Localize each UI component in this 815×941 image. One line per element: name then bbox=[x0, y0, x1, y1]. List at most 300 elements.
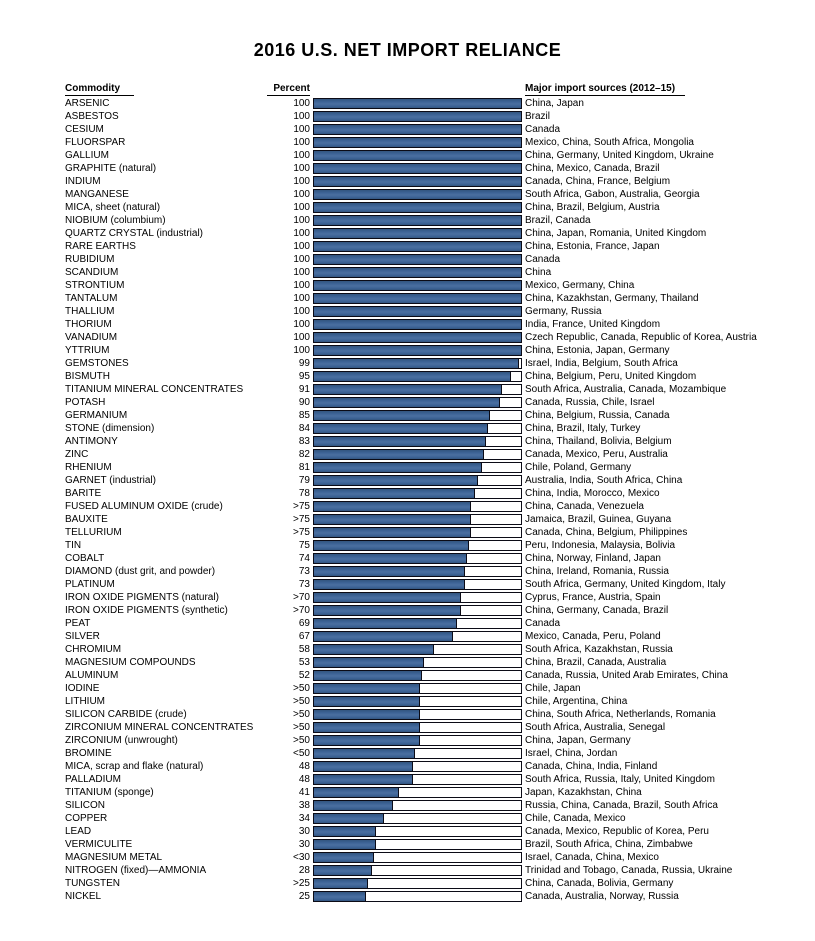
bar-track bbox=[313, 436, 522, 447]
percent-value: 58 bbox=[298, 644, 310, 655]
bar-fill bbox=[314, 242, 521, 251]
bar-fill bbox=[314, 892, 366, 901]
percent-value: 85 bbox=[298, 410, 310, 421]
sources-label: Canada bbox=[525, 254, 561, 265]
bar-track bbox=[313, 553, 522, 564]
bar-fill bbox=[314, 606, 461, 615]
bar-track bbox=[313, 462, 522, 473]
bar-fill bbox=[314, 229, 521, 238]
commodity-label: TUNGSTEN bbox=[65, 878, 120, 889]
bar-track bbox=[313, 722, 522, 733]
bar-track bbox=[313, 670, 522, 681]
table-row bbox=[65, 383, 807, 396]
table-row bbox=[65, 318, 807, 331]
percent-value: 69 bbox=[298, 618, 310, 629]
percent-value: 100 bbox=[293, 267, 310, 278]
bar-track bbox=[313, 423, 522, 434]
bar-track bbox=[313, 280, 522, 291]
bar-fill bbox=[314, 528, 471, 537]
bar-track bbox=[313, 449, 522, 460]
table-row bbox=[65, 214, 807, 227]
sources-label: Chile, Japan bbox=[525, 683, 581, 694]
percent-value: >70 bbox=[293, 592, 310, 603]
bar-fill bbox=[314, 489, 475, 498]
bar-track bbox=[313, 696, 522, 707]
percent-value: 100 bbox=[293, 228, 310, 239]
bar-track bbox=[313, 137, 522, 148]
bar-track bbox=[313, 657, 522, 668]
commodity-label: COPPER bbox=[65, 813, 108, 824]
bar-track bbox=[313, 800, 522, 811]
percent-value: 30 bbox=[298, 839, 310, 850]
bar-fill bbox=[314, 502, 471, 511]
percent-value: 75 bbox=[298, 540, 310, 551]
table-row bbox=[65, 721, 807, 734]
commodity-label: GALLIUM bbox=[65, 150, 109, 161]
bar-fill bbox=[314, 671, 422, 680]
bar-track bbox=[313, 189, 522, 200]
bar-fill bbox=[314, 281, 521, 290]
sources-label: Israel, India, Belgium, South Africa bbox=[525, 358, 678, 369]
table-row bbox=[65, 617, 807, 630]
table-row bbox=[65, 409, 807, 422]
bar-track bbox=[313, 592, 522, 603]
table-row bbox=[65, 890, 807, 903]
bar-fill bbox=[314, 541, 469, 550]
bar-fill bbox=[314, 99, 521, 108]
bar-track bbox=[313, 761, 522, 772]
table-row bbox=[65, 838, 807, 851]
sources-label: Canada, China, Belgium, Philippines bbox=[525, 527, 688, 538]
commodity-label: TELLURIUM bbox=[65, 527, 122, 538]
bar-track bbox=[313, 488, 522, 499]
table-row bbox=[65, 110, 807, 123]
bar-track bbox=[313, 631, 522, 642]
bar-fill bbox=[314, 463, 482, 472]
sources-label: China bbox=[525, 267, 552, 278]
bar-fill bbox=[314, 320, 521, 329]
bar-track bbox=[313, 878, 522, 889]
table-row bbox=[65, 253, 807, 266]
sources-label: South Africa, Germany, United Kingdom, Italy bbox=[525, 579, 726, 590]
percent-value: >70 bbox=[293, 605, 310, 616]
bar-track bbox=[313, 163, 522, 174]
table-row bbox=[65, 669, 807, 682]
sources-label: Chile, Argentina, China bbox=[525, 696, 628, 707]
bar-fill bbox=[314, 853, 374, 862]
commodity-label: IRON OXIDE PIGMENTS (synthetic) bbox=[65, 605, 228, 616]
bar-fill bbox=[314, 203, 521, 212]
bar-fill bbox=[314, 333, 521, 342]
bar-fill bbox=[314, 346, 521, 355]
bar-fill bbox=[314, 788, 399, 797]
sources-label: China, Estonia, France, Japan bbox=[525, 241, 660, 252]
bar-fill bbox=[314, 684, 420, 693]
sources-label: China, Thailand, Bolivia, Belgium bbox=[525, 436, 672, 447]
sources-label: Canada, Mexico, Republic of Korea, Peru bbox=[525, 826, 709, 837]
commodity-label: SCANDIUM bbox=[65, 267, 119, 278]
table-row bbox=[65, 461, 807, 474]
commodity-label: THALLIUM bbox=[65, 306, 115, 317]
sources-label: Mexico, Canada, Peru, Poland bbox=[525, 631, 661, 642]
commodity-label: ANTIMONY bbox=[65, 436, 118, 447]
bar-fill bbox=[314, 762, 413, 771]
table-row bbox=[65, 279, 807, 292]
sources-label: Australia, India, South Africa, China bbox=[525, 475, 683, 486]
sources-label: China, Belgium, Peru, United Kingdom bbox=[525, 371, 697, 382]
sources-label: Mexico, China, South Africa, Mongolia bbox=[525, 137, 694, 148]
bar-track bbox=[313, 293, 522, 304]
bar-track bbox=[313, 267, 522, 278]
sources-label: Brazil, South Africa, China, Zimbabwe bbox=[525, 839, 693, 850]
table-row bbox=[65, 526, 807, 539]
sources-label: Chile, Poland, Germany bbox=[525, 462, 632, 473]
bar-track bbox=[313, 475, 522, 486]
sources-label: Cyprus, France, Austria, Spain bbox=[525, 592, 661, 603]
bar-fill bbox=[314, 372, 511, 381]
percent-value: 34 bbox=[298, 813, 310, 824]
percent-value: >75 bbox=[293, 514, 310, 525]
commodity-label: ASBESTOS bbox=[65, 111, 119, 122]
commodity-label: CHROMIUM bbox=[65, 644, 122, 655]
sources-label: China, Brazil, Italy, Turkey bbox=[525, 423, 641, 434]
bar-track bbox=[313, 709, 522, 720]
commodity-label: ZIRCONIUM MINERAL CONCENTRATES bbox=[65, 722, 254, 733]
column-header-percent-label: Percent bbox=[267, 83, 310, 96]
table-row bbox=[65, 851, 807, 864]
percent-value: 84 bbox=[298, 423, 310, 434]
bar-track bbox=[313, 735, 522, 746]
table-row bbox=[65, 487, 807, 500]
percent-value: <30 bbox=[293, 852, 310, 863]
commodity-label: ZIRCONIUM (unwrought) bbox=[65, 735, 178, 746]
sources-label: South Africa, Kazakhstan, Russia bbox=[525, 644, 673, 655]
percent-value: 100 bbox=[293, 293, 310, 304]
percent-value: 100 bbox=[293, 150, 310, 161]
percent-value: >50 bbox=[293, 709, 310, 720]
sources-label: Czech Republic, Canada, Republic of Korea, Austria bbox=[525, 332, 757, 343]
bar-track bbox=[313, 176, 522, 187]
percent-value: >50 bbox=[293, 735, 310, 746]
table-row bbox=[65, 448, 807, 461]
percent-value: 53 bbox=[298, 657, 310, 668]
bar-track bbox=[313, 618, 522, 629]
percent-value: 100 bbox=[293, 254, 310, 265]
table-row bbox=[65, 734, 807, 747]
percent-value: >75 bbox=[293, 501, 310, 512]
percent-value: 48 bbox=[298, 774, 310, 785]
commodity-label: DIAMOND (dust grit, and powder) bbox=[65, 566, 216, 577]
commodity-label: MICA, scrap and flake (natural) bbox=[65, 761, 204, 772]
table-row bbox=[65, 474, 807, 487]
bar-fill bbox=[314, 398, 500, 407]
percent-value: 90 bbox=[298, 397, 310, 408]
bar-fill bbox=[314, 749, 415, 758]
bar-fill bbox=[314, 632, 453, 641]
commodity-label: IODINE bbox=[65, 683, 100, 694]
table-row bbox=[65, 747, 807, 760]
commodity-label: GRAPHITE (natural) bbox=[65, 163, 157, 174]
table-header-row bbox=[65, 76, 807, 94]
percent-value: 95 bbox=[298, 371, 310, 382]
sources-label: China, Norway, Finland, Japan bbox=[525, 553, 661, 564]
commodity-label: TIN bbox=[65, 540, 82, 551]
sources-label: China, Canada, Bolivia, Germany bbox=[525, 878, 674, 889]
bar-fill bbox=[314, 424, 488, 433]
sources-label: Trinidad and Tobago, Canada, Russia, Ukraine bbox=[525, 865, 733, 876]
commodity-label: PALLADIUM bbox=[65, 774, 121, 785]
commodity-label: ZINC bbox=[65, 449, 89, 460]
bar-fill bbox=[314, 801, 393, 810]
import-reliance-table bbox=[65, 76, 807, 903]
bar-track bbox=[313, 150, 522, 161]
table-row bbox=[65, 682, 807, 695]
table-row bbox=[65, 552, 807, 565]
percent-value: 67 bbox=[298, 631, 310, 642]
bar-track bbox=[313, 566, 522, 577]
bar-fill bbox=[314, 697, 420, 706]
sources-label: China, Japan, Romania, United Kingdom bbox=[525, 228, 707, 239]
bar-track bbox=[313, 371, 522, 382]
commodity-label: POTASH bbox=[65, 397, 106, 408]
bar-fill bbox=[314, 879, 368, 888]
bar-fill bbox=[314, 580, 465, 589]
table-row bbox=[65, 344, 807, 357]
percent-value: 100 bbox=[293, 111, 310, 122]
table-row bbox=[65, 305, 807, 318]
table-row bbox=[65, 175, 807, 188]
bar-fill bbox=[314, 125, 521, 134]
percent-value: 100 bbox=[293, 319, 310, 330]
column-header-sources-label: Major import sources (2012–15) bbox=[525, 83, 685, 96]
column-header-percent bbox=[264, 83, 310, 94]
table-row bbox=[65, 136, 807, 149]
commodity-label: IRON OXIDE PIGMENTS (natural) bbox=[65, 592, 219, 603]
commodity-label: VANADIUM bbox=[65, 332, 118, 343]
table-row bbox=[65, 656, 807, 669]
percent-value: 74 bbox=[298, 553, 310, 564]
sources-label: Canada, Australia, Norway, Russia bbox=[525, 891, 679, 902]
commodity-label: GARNET (industrial) bbox=[65, 475, 156, 486]
sources-label: Brazil, Canada bbox=[525, 215, 591, 226]
commodity-label: RHENIUM bbox=[65, 462, 112, 473]
sources-label: China, Brazil, Canada, Australia bbox=[525, 657, 667, 668]
table-row bbox=[65, 708, 807, 721]
bar-track bbox=[313, 891, 522, 902]
sources-label: Canada, Russia, Chile, Israel bbox=[525, 397, 655, 408]
table-row bbox=[65, 123, 807, 136]
table-row bbox=[65, 201, 807, 214]
table-row bbox=[65, 643, 807, 656]
commodity-label: PEAT bbox=[65, 618, 91, 629]
commodity-label: ARSENIC bbox=[65, 98, 110, 109]
table-row bbox=[65, 578, 807, 591]
commodity-label: BISMUTH bbox=[65, 371, 110, 382]
sources-label: South Africa, Russia, Italy, United Kingdom bbox=[525, 774, 715, 785]
sources-label: Germany, Russia bbox=[525, 306, 602, 317]
sources-label: China, Kazakhstan, Germany, Thailand bbox=[525, 293, 699, 304]
commodity-label: YTTRIUM bbox=[65, 345, 110, 356]
bar-fill bbox=[314, 515, 471, 524]
percent-value: >50 bbox=[293, 696, 310, 707]
bar-track bbox=[313, 852, 522, 863]
sources-label: China, Brazil, Belgium, Austria bbox=[525, 202, 660, 213]
sources-label: Canada bbox=[525, 124, 561, 135]
sources-label: China, Estonia, Japan, Germany bbox=[525, 345, 670, 356]
commodity-label: STONE (dimension) bbox=[65, 423, 155, 434]
commodity-label: GEMSTONES bbox=[65, 358, 129, 369]
bar-track bbox=[313, 358, 522, 369]
percent-value: >75 bbox=[293, 527, 310, 538]
commodity-label: TITANIUM MINERAL CONCENTRATES bbox=[65, 384, 244, 395]
percent-value: 100 bbox=[293, 98, 310, 109]
percent-value: 28 bbox=[298, 865, 310, 876]
bar-fill bbox=[314, 112, 521, 121]
table-row bbox=[65, 825, 807, 838]
sources-label: China, Mexico, Canada, Brazil bbox=[525, 163, 660, 174]
bar-track bbox=[313, 501, 522, 512]
bar-fill bbox=[314, 359, 519, 368]
percent-value: 25 bbox=[298, 891, 310, 902]
bar-fill bbox=[314, 385, 502, 394]
table-row bbox=[65, 591, 807, 604]
sources-label: China, Germany, United Kingdom, Ukraine bbox=[525, 150, 714, 161]
commodity-label: NICKEL bbox=[65, 891, 102, 902]
bar-track bbox=[313, 124, 522, 135]
commodity-label: INDIUM bbox=[65, 176, 101, 187]
bar-track bbox=[313, 527, 522, 538]
commodity-label: SILVER bbox=[65, 631, 100, 642]
commodity-label: RUBIDIUM bbox=[65, 254, 115, 265]
sources-label: China, India, Morocco, Mexico bbox=[525, 488, 660, 499]
bar-track bbox=[313, 306, 522, 317]
table-row bbox=[65, 227, 807, 240]
bar-fill bbox=[314, 216, 521, 225]
percent-value: >50 bbox=[293, 683, 310, 694]
percent-value: 100 bbox=[293, 306, 310, 317]
table-row bbox=[65, 292, 807, 305]
commodity-label: MANGANESE bbox=[65, 189, 129, 200]
table-row bbox=[65, 500, 807, 513]
percent-value: 78 bbox=[298, 488, 310, 499]
sources-label: China, Belgium, Russia, Canada bbox=[525, 410, 670, 421]
bar-fill bbox=[314, 554, 467, 563]
commodity-label: ALUMINUM bbox=[65, 670, 119, 681]
commodity-label: STRONTIUM bbox=[65, 280, 125, 291]
commodity-label: NIOBIUM (columbium) bbox=[65, 215, 166, 226]
bar-fill bbox=[314, 411, 490, 420]
bar-track bbox=[313, 839, 522, 850]
sources-label: Israel, Canada, China, Mexico bbox=[525, 852, 659, 863]
commodity-label: BARITE bbox=[65, 488, 102, 499]
bar-fill bbox=[314, 814, 384, 823]
bar-fill bbox=[314, 294, 521, 303]
bar-track bbox=[313, 605, 522, 616]
bar-fill bbox=[314, 736, 420, 745]
bar-track bbox=[313, 228, 522, 239]
table-row bbox=[65, 149, 807, 162]
commodity-label: LITHIUM bbox=[65, 696, 105, 707]
table-row bbox=[65, 370, 807, 383]
percent-value: 99 bbox=[298, 358, 310, 369]
bar-track bbox=[313, 345, 522, 356]
percent-value: 100 bbox=[293, 280, 310, 291]
bar-track bbox=[313, 774, 522, 785]
commodity-label: COBALT bbox=[65, 553, 105, 564]
bar-fill bbox=[314, 710, 420, 719]
percent-value: 100 bbox=[293, 345, 310, 356]
sources-label: China, Japan, Germany bbox=[525, 735, 631, 746]
sources-label: Canada, China, France, Belgium bbox=[525, 176, 671, 187]
bar-fill bbox=[314, 476, 478, 485]
commodity-label: MAGNESIUM COMPOUNDS bbox=[65, 657, 196, 668]
bar-track bbox=[313, 241, 522, 252]
sources-label: Chile, Canada, Mexico bbox=[525, 813, 626, 824]
bar-fill bbox=[314, 307, 521, 316]
bar-fill bbox=[314, 164, 521, 173]
table-row bbox=[65, 357, 807, 370]
bar-fill bbox=[314, 593, 461, 602]
table-row bbox=[65, 799, 807, 812]
bar-fill bbox=[314, 775, 413, 784]
commodity-label: QUARTZ CRYSTAL (industrial) bbox=[65, 228, 203, 239]
percent-value: <50 bbox=[293, 748, 310, 759]
percent-value: 30 bbox=[298, 826, 310, 837]
bar-fill bbox=[314, 151, 521, 160]
bar-track bbox=[313, 384, 522, 395]
bar-track bbox=[313, 644, 522, 655]
table-row bbox=[65, 604, 807, 617]
commodity-label: TANTALUM bbox=[65, 293, 118, 304]
bar-fill bbox=[314, 840, 376, 849]
commodity-label: THORIUM bbox=[65, 319, 112, 330]
sources-label: Mexico, Germany, China bbox=[525, 280, 635, 291]
bar-track bbox=[313, 397, 522, 408]
commodity-label: LEAD bbox=[65, 826, 92, 837]
bar-track bbox=[313, 98, 522, 109]
bar-fill bbox=[314, 723, 420, 732]
table-row bbox=[65, 188, 807, 201]
table-row bbox=[65, 331, 807, 344]
bar-fill bbox=[314, 866, 372, 875]
commodity-label: GERMANIUM bbox=[65, 410, 128, 421]
table-row bbox=[65, 565, 807, 578]
sources-label: China, Germany, Canada, Brazil bbox=[525, 605, 669, 616]
sources-label: India, France, United Kingdom bbox=[525, 319, 661, 330]
bar-fill bbox=[314, 619, 457, 628]
percent-value: 100 bbox=[293, 202, 310, 213]
bar-track bbox=[313, 787, 522, 798]
table-row bbox=[65, 877, 807, 890]
sources-label: China, South Africa, Netherlands, Romania bbox=[525, 709, 716, 720]
table-row bbox=[65, 266, 807, 279]
percent-value: 100 bbox=[293, 189, 310, 200]
table-row bbox=[65, 97, 807, 110]
bar-fill bbox=[314, 138, 521, 147]
sources-label: Jamaica, Brazil, Guinea, Guyana bbox=[525, 514, 672, 525]
table-row bbox=[65, 240, 807, 253]
chart-title: 2016 U.S. NET IMPORT RELIANCE bbox=[253, 40, 562, 60]
table-row bbox=[65, 435, 807, 448]
bar-track bbox=[313, 683, 522, 694]
commodity-label: BAUXITE bbox=[65, 514, 108, 525]
percent-value: 100 bbox=[293, 137, 310, 148]
sources-label: China, Canada, Venezuela bbox=[525, 501, 644, 512]
bar-fill bbox=[314, 190, 521, 199]
percent-value: 82 bbox=[298, 449, 310, 460]
bar-track bbox=[313, 332, 522, 343]
table-rows bbox=[65, 97, 807, 903]
